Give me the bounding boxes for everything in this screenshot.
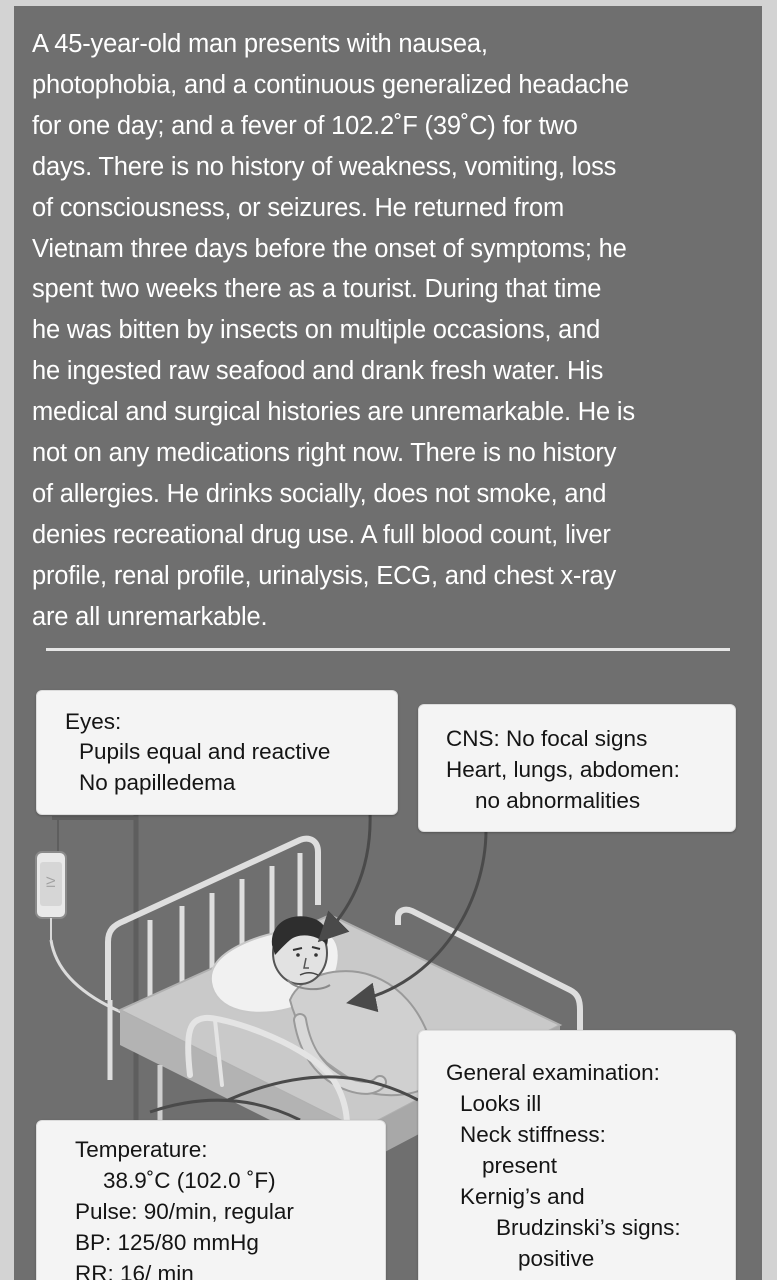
case-line: of allergies. He drinks socially, does not smoke, and	[32, 479, 607, 508]
case-line: he ingested raw seafood and drank fresh water. His	[32, 357, 604, 386]
case-line: days. There is no history of weakness, vomiting, loss	[32, 152, 617, 181]
general-exam-callout	[418, 1030, 736, 1280]
vitals-rr: RR: 16/ min	[75, 1261, 194, 1280]
cns-heart-lungs: Heart, lungs, abdomen:	[446, 757, 680, 782]
case-line: medical and surgical histories are unremarkable. He is	[32, 398, 635, 427]
general-brudzinski: Brudzinski’s signs:	[496, 1215, 681, 1240]
vitals-bp: BP: 125/80 mmHg	[75, 1230, 259, 1255]
cns-no-abnormalities: no abnormalities	[475, 788, 641, 813]
general-neck-present: present	[482, 1153, 558, 1178]
general-neck-stiffness: Neck stiffness:	[460, 1122, 606, 1147]
case-line: profile, renal profile, urinalysis, ECG, and chest x-ray	[32, 561, 617, 590]
vitals-pulse: Pulse: 90/min, regular	[75, 1199, 294, 1224]
vitals-callout	[36, 1120, 386, 1280]
eyes-callout	[36, 690, 398, 815]
general-looks-ill: Looks ill	[460, 1091, 542, 1116]
case-line: photophobia, and a continuous generalized headache	[32, 70, 629, 99]
case-line: are all unremarkable.	[32, 602, 268, 631]
case-line: spent two weeks there as a tourist. During that time	[32, 275, 602, 304]
case-line: denies recreational drug use. A full blood count, liver	[32, 520, 611, 549]
general-heading: General examination:	[446, 1060, 660, 1085]
case-line: for one day; and a fever of 102.2˚F (39˚C) for two	[32, 111, 578, 140]
case-line: he was bitten by insects on multiple occasions, and	[32, 316, 601, 345]
general-kernig: Kernig’s and	[460, 1184, 585, 1209]
vitals-temperature-heading: Temperature:	[75, 1137, 208, 1162]
case-line: A 45-year-old man presents with nausea,	[32, 30, 488, 58]
vitals-temperature-value: 38.9˚C (102.0 ˚F)	[103, 1168, 276, 1193]
case-line: of consciousness, or seizures. He returned from	[32, 193, 565, 222]
case-line: not on any medications right now. There is no history	[32, 439, 617, 468]
cns-focal-signs: CNS: No focal signs	[446, 726, 648, 751]
case-line: Vietnam three days before the onset of symptoms; he	[32, 234, 627, 263]
general-signs-positive: positive	[518, 1246, 595, 1271]
cns-callout	[418, 704, 736, 832]
eyes-pupils: Pupils equal and reactive	[79, 739, 331, 764]
iv-bag-label: IV	[44, 876, 58, 888]
eyes-papilledema: No papilledema	[79, 770, 236, 795]
eyes-heading: Eyes:	[65, 709, 122, 734]
